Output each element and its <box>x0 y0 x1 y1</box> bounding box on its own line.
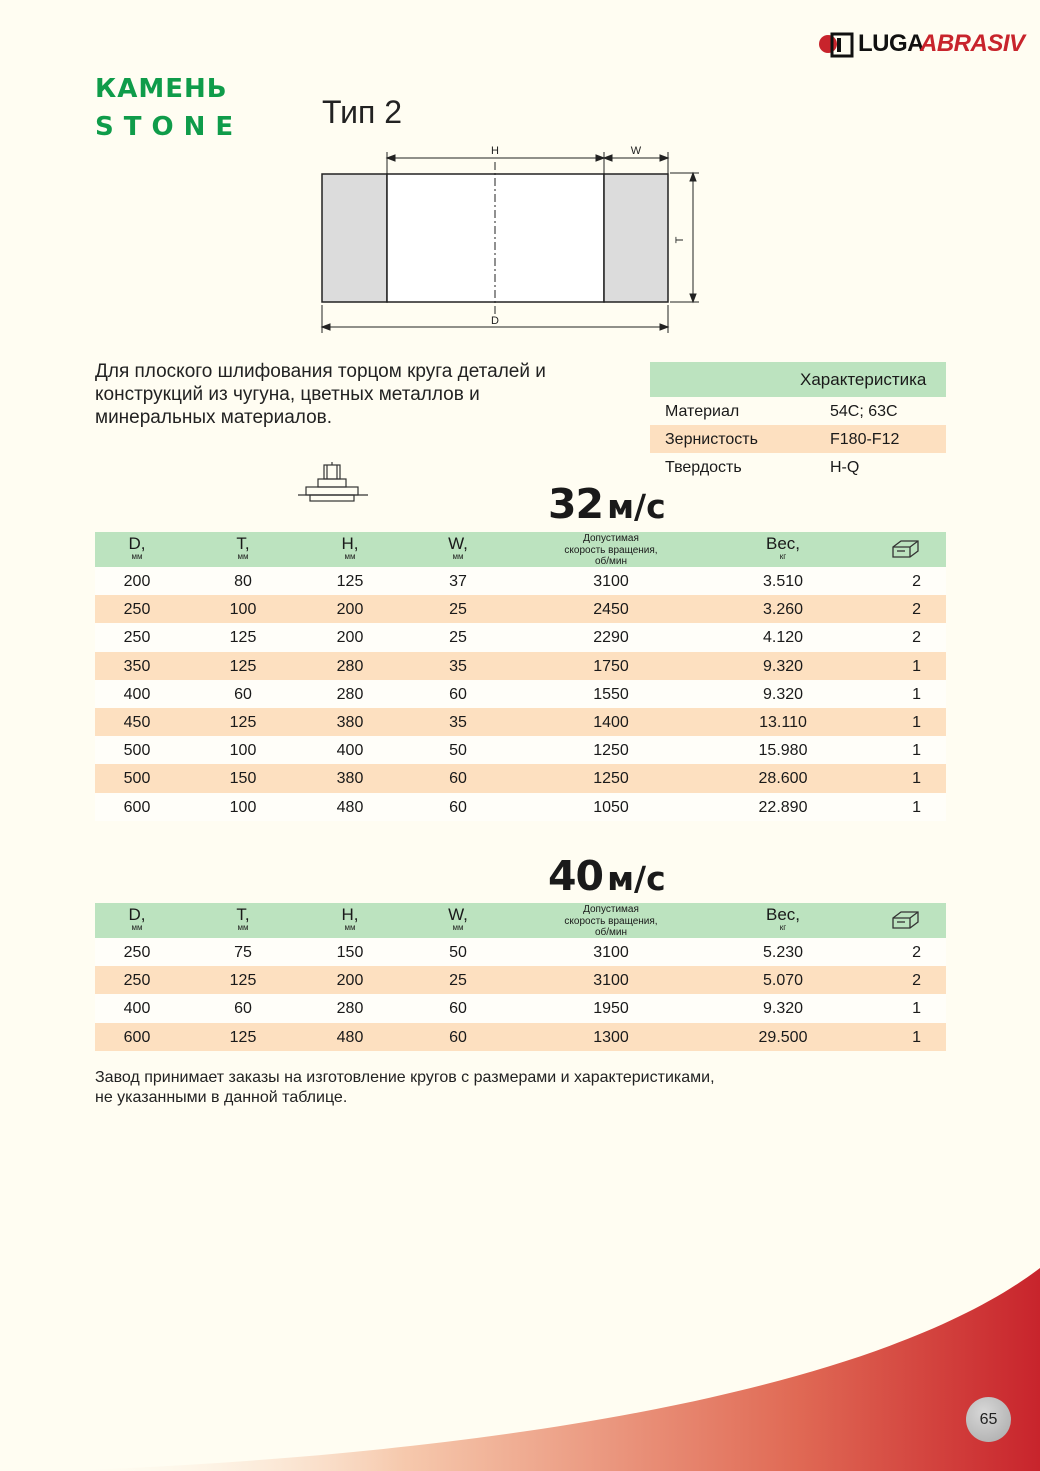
table-cell: 1400 <box>593 713 629 731</box>
table-cell: 200 <box>336 972 364 990</box>
table-cell: 25 <box>449 629 467 647</box>
table-cell: 3100 <box>593 944 629 961</box>
char-value: 54C; 63C <box>830 403 898 420</box>
table-cell: 600 <box>123 798 151 816</box>
col-d-header <box>117 536 157 561</box>
header-label: W, <box>448 905 468 924</box>
header-label: скорость вращения, <box>564 544 658 556</box>
char-value: F180-F12 <box>830 431 900 448</box>
table-cell: 125 <box>229 972 257 990</box>
char-row-material <box>650 397 946 425</box>
table-cell: 15.980 <box>758 742 808 760</box>
char-label: Зернистость <box>665 431 758 448</box>
table-cell: 480 <box>336 1028 364 1046</box>
table-cell: 3.510 <box>762 573 804 590</box>
footnote-line: Завод принимает заказы на изготовление кругов с размерами и характеристиками, <box>95 1069 715 1086</box>
table-cell: 1550 <box>593 685 629 703</box>
logo-text-luga: LUGA <box>858 30 924 57</box>
table-cell: 25 <box>449 972 467 990</box>
table-row <box>95 595 946 623</box>
header-unit: мм <box>452 923 464 932</box>
table-cell: 5.070 <box>762 972 804 990</box>
table-row <box>95 680 946 708</box>
col-t-header <box>223 907 263 932</box>
table-header <box>95 532 946 567</box>
table-cell: 2450 <box>593 601 629 619</box>
footnote-line: не указанными в данной таблице. <box>95 1089 348 1106</box>
table-row <box>95 994 946 1022</box>
table-cell: 1050 <box>593 798 629 816</box>
table-row <box>95 764 946 792</box>
label-w: W <box>630 145 642 157</box>
header-label: D, <box>128 534 146 553</box>
table-row <box>95 938 946 966</box>
header-unit: мм <box>131 552 143 561</box>
table-cell: 500 <box>123 742 151 760</box>
col-h-header <box>330 907 370 932</box>
header-label: Допустимая <box>583 533 639 544</box>
table-cell: 280 <box>336 685 364 703</box>
table-cell: 1 <box>912 770 921 788</box>
table-40 <box>95 903 946 1051</box>
table-cell: 28.600 <box>758 770 808 788</box>
header-unit: кг <box>779 923 787 932</box>
table-cell: 2 <box>912 601 921 619</box>
table-cell: 1 <box>912 1000 921 1018</box>
table-cell: 1 <box>912 742 921 760</box>
table-cell: 60 <box>449 1028 467 1046</box>
table-cell: 250 <box>123 972 151 990</box>
table-cell: 150 <box>229 770 257 788</box>
col-d-header <box>117 907 157 932</box>
table-cell: 2 <box>912 629 921 647</box>
table-cell: 250 <box>123 944 151 961</box>
col-weight-header <box>753 907 813 932</box>
table-row <box>95 793 946 821</box>
logo-mark-icon <box>816 28 856 62</box>
header-unit: мм <box>237 552 249 561</box>
table-cell: 100 <box>229 742 257 760</box>
table-cell: 25 <box>449 601 467 619</box>
col-t-header <box>223 536 263 561</box>
header-unit: мм <box>131 923 143 932</box>
table-cell: 280 <box>336 657 364 675</box>
logo-text-abrasiv: ABRASIV <box>920 30 1025 57</box>
table-cell: 35 <box>449 713 467 731</box>
header-unit: мм <box>452 552 464 561</box>
table-row <box>95 966 946 994</box>
surface-grinder-icon <box>296 462 370 504</box>
header-label: D, <box>128 905 146 924</box>
description-text: Для плоского шлифования торцом круга деталей и конструкций из чугуна, цветных металлов и минеральных материалов. <box>95 361 546 428</box>
table-cell: 75 <box>234 944 252 961</box>
table-cell: 1 <box>912 713 921 731</box>
table-cell: 350 <box>123 657 151 675</box>
table-cell: 1 <box>912 798 921 816</box>
table-cell: 60 <box>234 685 252 703</box>
table-cell: 1300 <box>593 1028 629 1046</box>
speed-heading-32 <box>548 480 666 528</box>
table-cell: 60 <box>449 1000 467 1018</box>
table-cell: 1 <box>912 685 921 703</box>
table-cell: 13.110 <box>759 713 807 731</box>
package-box-icon <box>891 909 921 931</box>
table-cell: 1750 <box>593 657 629 675</box>
header-label: T, <box>236 905 250 924</box>
table-cell: 2 <box>912 972 921 990</box>
table-32 <box>95 532 946 821</box>
header-label: Допустимая <box>583 904 639 915</box>
table-cell: 125 <box>336 573 364 590</box>
table-cell: 22.890 <box>758 798 808 816</box>
table-cell: 250 <box>123 629 151 647</box>
category-title-en: STONE <box>95 112 244 142</box>
table-cell: 125 <box>229 629 257 647</box>
table-cell: 50 <box>449 742 467 760</box>
table-header <box>95 903 946 938</box>
label-d: D <box>491 315 499 327</box>
char-label: Твердость <box>665 459 742 476</box>
label-h: H <box>491 145 499 157</box>
table-cell: 60 <box>449 798 467 816</box>
table-row <box>95 567 946 595</box>
char-row-hardness <box>650 453 946 481</box>
speed-heading-40 <box>548 852 666 900</box>
header-label: H, <box>341 905 359 924</box>
table-cell: 380 <box>336 770 364 788</box>
package-box-icon <box>891 538 921 560</box>
table-cell: 200 <box>336 601 364 619</box>
speed-unit: м/с <box>607 859 666 898</box>
table-cell: 280 <box>336 1000 364 1018</box>
char-row-grit <box>650 425 946 453</box>
table-cell: 125 <box>229 657 257 675</box>
table-cell: 60 <box>449 685 467 703</box>
table-row <box>95 652 946 680</box>
header-unit: мм <box>344 923 356 932</box>
table-cell: 60 <box>449 770 467 788</box>
table-cell: 60 <box>234 1000 252 1018</box>
char-label: Материал <box>665 403 740 420</box>
char-value: H-Q <box>830 459 860 476</box>
table-cell: 9.320 <box>762 657 804 675</box>
table-cell: 480 <box>336 798 364 816</box>
label-t: T <box>674 236 686 244</box>
col-w-header <box>438 536 478 561</box>
table-cell: 37 <box>449 573 467 590</box>
table-cell: 380 <box>336 713 364 731</box>
footnote <box>95 1068 855 1108</box>
table-cell: 125 <box>229 1028 257 1046</box>
header-label: Вес, <box>765 905 801 924</box>
table-cell: 400 <box>123 685 151 703</box>
table-cell: 450 <box>123 713 151 731</box>
col-speed-header <box>541 533 681 568</box>
table-cell: 200 <box>123 573 151 590</box>
table-cell: 1250 <box>593 742 629 760</box>
header-label: об/мин <box>594 556 628 567</box>
table-cell: 600 <box>123 1028 151 1046</box>
table-row <box>95 623 946 651</box>
table-cell: 50 <box>449 944 467 961</box>
table-cell: 29.500 <box>758 1028 808 1046</box>
table-cell: 150 <box>336 944 364 961</box>
table-cell: 250 <box>123 601 151 619</box>
table-cell: 400 <box>123 1000 151 1018</box>
header-label: об/мин <box>594 927 628 938</box>
col-w-header <box>438 907 478 932</box>
header-unit: кг <box>779 552 787 561</box>
table-cell: 1 <box>912 657 921 675</box>
col-weight-header <box>753 536 813 561</box>
table-cell: 500 <box>123 770 151 788</box>
table-cell: 100 <box>229 798 257 816</box>
table-cell: 35 <box>449 657 467 675</box>
header-label: Вес, <box>765 534 801 553</box>
speed-value: 40 <box>548 852 604 900</box>
table-cell: 3100 <box>593 573 629 590</box>
header-unit: мм <box>344 552 356 561</box>
col-speed-header <box>541 904 681 939</box>
table-cell: 125 <box>229 713 257 731</box>
characteristics-table <box>650 362 946 481</box>
table-cell: 1 <box>912 1028 921 1046</box>
speed-value: 32 <box>548 480 604 528</box>
brand-logo <box>816 28 1025 62</box>
table-cell: 9.320 <box>762 1000 804 1018</box>
table-cell: 5.230 <box>762 944 804 961</box>
table-cell: 3100 <box>593 972 629 990</box>
table-cell: 2 <box>912 573 921 590</box>
header-unit: мм <box>237 923 249 932</box>
table-cell: 400 <box>336 742 364 760</box>
table-row <box>95 1023 946 1051</box>
table-cell: 100 <box>229 601 257 619</box>
type-title: Тип 2 <box>322 94 403 130</box>
table-cell: 3.260 <box>762 601 804 619</box>
category-title-ru: КАМЕНЬ <box>95 74 228 104</box>
col-h-header <box>330 536 370 561</box>
table-row <box>95 708 946 736</box>
speed-unit: м/с <box>607 487 666 526</box>
table-row <box>95 736 946 764</box>
header-label: W, <box>448 534 468 553</box>
table-cell: 1950 <box>593 1000 629 1018</box>
table-cell: 80 <box>234 573 252 590</box>
characteristics-header: Характеристика <box>650 362 946 397</box>
page-number: 65 <box>966 1397 1011 1442</box>
wheel-cross-section-drawing <box>315 140 715 340</box>
table-cell: 4.120 <box>762 629 804 647</box>
header-label: скорость вращения, <box>564 915 658 927</box>
table-cell: 2290 <box>593 629 629 647</box>
table-cell: 200 <box>336 629 364 647</box>
table-cell: 2 <box>912 944 921 961</box>
table-cell: 1250 <box>593 770 629 788</box>
table-cell: 9.320 <box>762 685 804 703</box>
header-label: T, <box>236 534 250 553</box>
header-label: H, <box>341 534 359 553</box>
